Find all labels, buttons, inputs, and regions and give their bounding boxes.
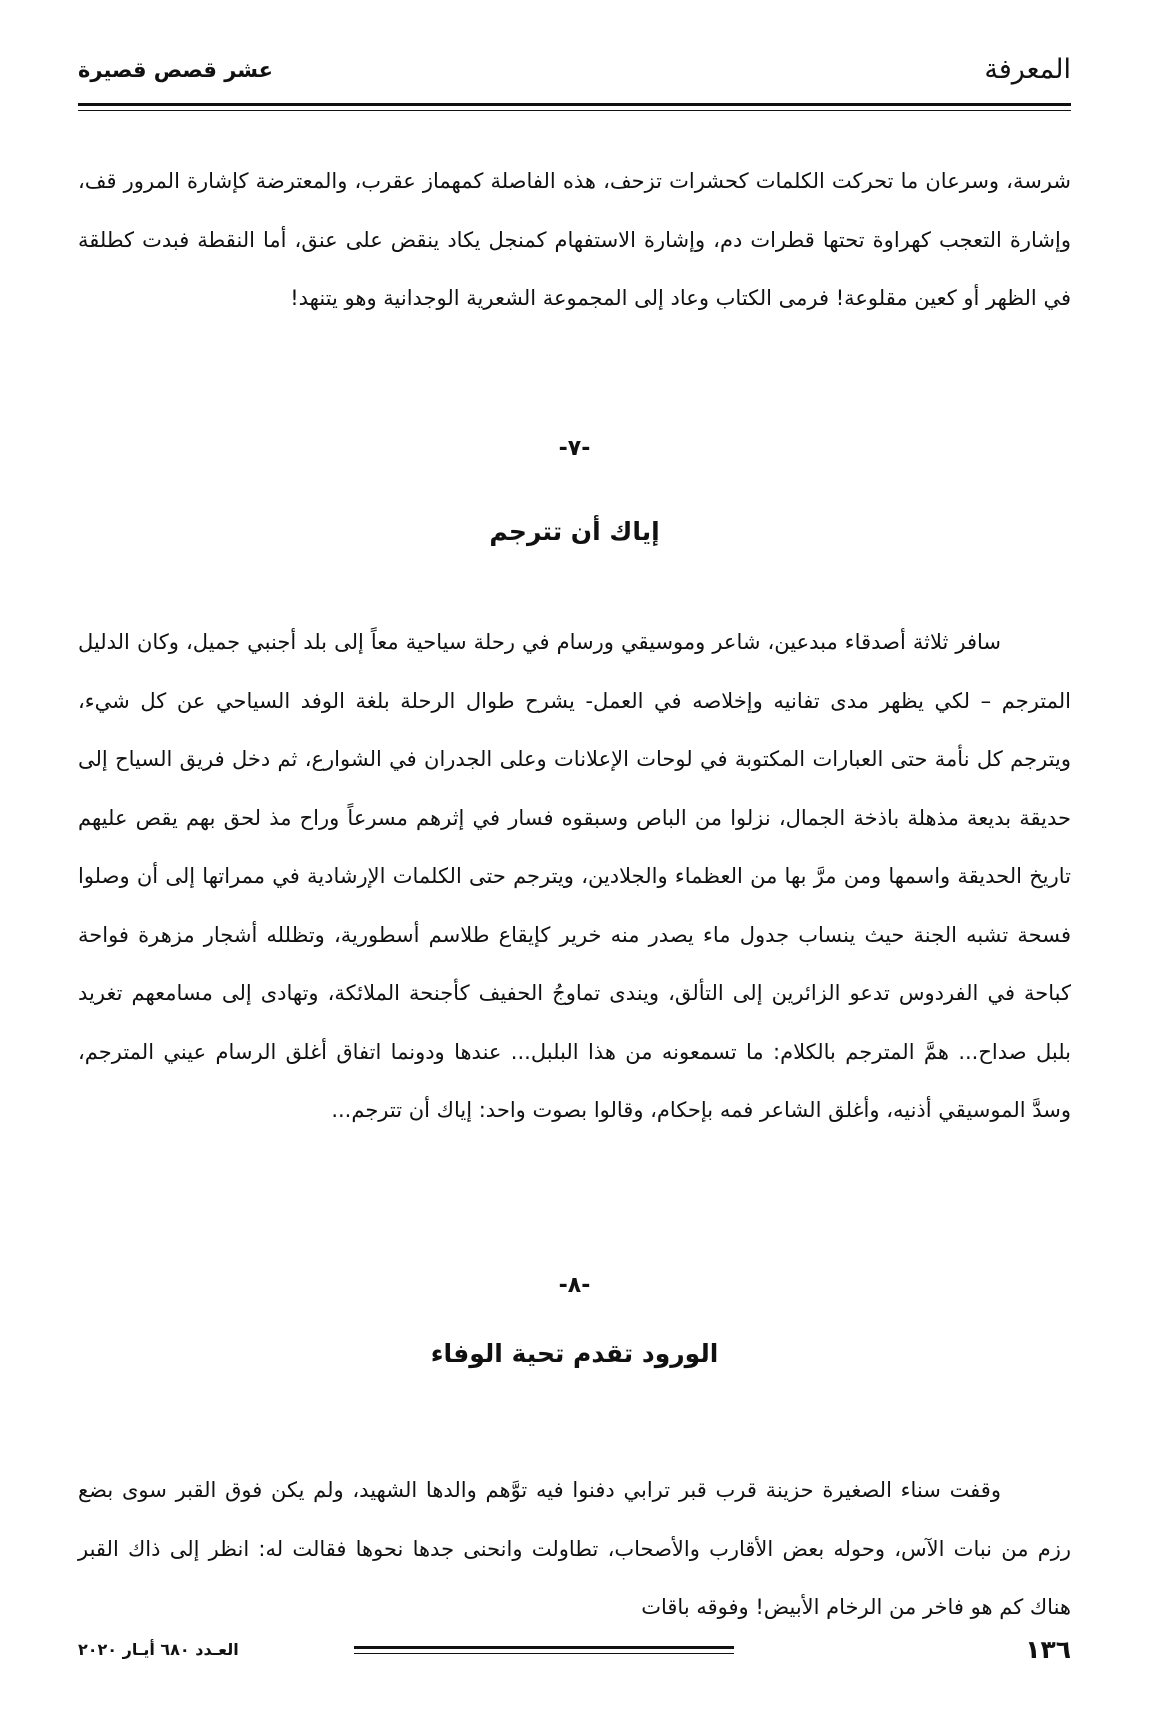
issue-info: العـدد ٦٨٠ أيـار ٢٠٢٠	[78, 1640, 239, 1659]
section-title-7: إياك أن تترجم	[489, 517, 660, 546]
page-footer	[78, 1632, 1071, 1672]
page-header	[78, 52, 1071, 92]
header-divider	[78, 103, 1071, 106]
paragraph-continued: شرسة، وسرعان ما تحركت الكلمات كحشرات تزحف، هذه الفاصلة كمهماز عقرب، والمعترضة كإشارة المرور قف، وإشارة التعجب كهراوة تحتها قطرات دم، وإشارة الاستفهام كمنجل يكاد ينقض على عنق، أما النقطة فبدت كطلقة في الظهر أو كعين مقلوعة! فرمى الكتاب وعاد إلى المجموعة الشعرية الوجدانية وهو يتنهد!	[78, 169, 1071, 310]
section-title-8: الورود تقدم تحية الوفاء	[430, 1339, 719, 1368]
running-title: عشر قصص قصيرة	[78, 58, 273, 82]
section-number-8: -٨-	[558, 1273, 591, 1298]
magazine-logo: المعرفة	[984, 54, 1071, 85]
footer-divider	[354, 1646, 734, 1649]
page-number: ١٣٦	[1025, 1635, 1071, 1664]
section-number-7: -٧-	[558, 436, 591, 461]
section-8-paragraph: وقفت سناء الصغيرة حزينة قرب قبر ترابي دفنوا فيه توَّهم والدها الشهيد، ولم يكن فوق القبر سوى بضع رزم من نبات الآس، وحوله بعض الأقارب والأصحاب، تطاولت وانحنى جدها نحوها فقالت له: انظر إلى ذاك القبر هناك كم هو فاخر من الرخام الأبيض! وفوقه باقات	[78, 1478, 1071, 1619]
section-7-paragraph: سافر ثلاثة أصدقاء مبدعين، شاعر وموسيقي ورسام في رحلة سياحية معاً إلى بلد أجنبي جميل، وكان الدليل المترجم – لكي يظهر مدى تفانيه وإخلاصه في العمل- يشرح طوال الرحلة بلغة الوفد السياحي عن كل شيء، ويترجم كل نأمة حتى العبارات المكتوبة في لوحات الإعلانات وعلى الجدران في الشوارع، ثم دخل فريق السياح إلى حديقة بديعة مذهلة باذخة الجمال، نزلوا من الباص وسبقوه فسار في إثرهم مسرعاً وراح مذ لحق بهم يقص عليهم تاريخ الحديقة واسمها ومن مرَّ بها من العظماء والجلادين، ويترجم حتى الكلمات الإرشادية في ممراتها إلى أن وصلوا فسحة تشبه الجنة حيث ينساب جدول ماء يصدر منه خرير كإيقاع طلاسم أسطورية، وتظلله أشجار مزهرة فواحة كباحة في الفردوس تدعو الزائرين إلى التألق، ويندى تماوجُ الحفيف كأجنحة الملائكة، وتهادى إلى مسامعهم تغريد بلبل صداح... همَّ المترجم بالكلام: ما تسمعونه من هذا البلبل... عندها ودونما اتفاق أغلق الرسام عيني المترجم، وسدَّ الموسيقي أذنيه، وأغلق الشاعر فمه بإحكام، وقالوا بصوت واحد: إياك أن تترجم...	[78, 630, 1071, 1122]
